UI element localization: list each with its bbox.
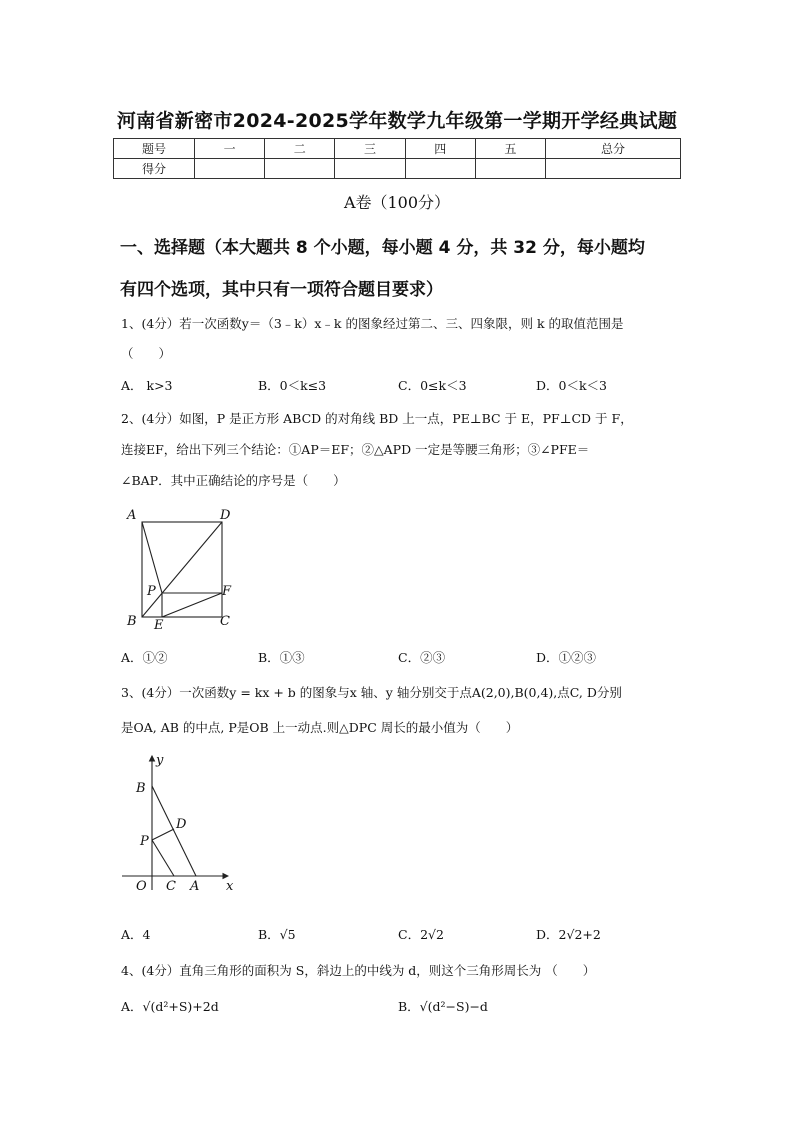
q1-stem-line2: （ ） bbox=[121, 346, 172, 361]
label-b: B bbox=[127, 614, 137, 629]
segment-pc bbox=[152, 840, 174, 876]
exam-title: 河南省新密市2024-2025学年数学九年级第一学期开学经典试题 bbox=[116, 110, 678, 132]
score-blank-cell bbox=[475, 159, 545, 179]
score-cell: 三 bbox=[335, 139, 405, 159]
line-ab bbox=[152, 786, 196, 876]
diagonal-bd bbox=[142, 522, 222, 617]
q1-option-b: B．0＜k≤3 bbox=[258, 378, 327, 393]
q2-stem-line1: 2、(4分）如图，P 是正方形 ABCD 的对角线 BD 上一点，PE⊥BC 于 E，PF⊥CD 于 F， bbox=[121, 411, 633, 426]
label-d: D bbox=[176, 817, 187, 832]
segment-ef bbox=[162, 593, 222, 617]
label-c: C bbox=[166, 879, 176, 894]
score-cell: 一 bbox=[195, 139, 265, 159]
q3-coordinate-figure bbox=[118, 750, 248, 898]
score-cell: 四 bbox=[405, 139, 475, 159]
label-x: x bbox=[226, 879, 234, 894]
label-d: D bbox=[220, 508, 231, 523]
q2-option-b: B．①③ bbox=[258, 650, 305, 665]
label-c: C bbox=[220, 614, 230, 629]
q3-option-c: C．2√2 bbox=[398, 927, 444, 942]
score-cell: 题号 bbox=[114, 139, 195, 159]
q3-option-b: B．√5 bbox=[258, 927, 296, 942]
q4-option-a: A．√(d²+S)+2d bbox=[121, 999, 219, 1014]
q1-option-d: D．0＜k＜3 bbox=[536, 378, 608, 393]
label-e: E bbox=[154, 618, 164, 632]
section-a-heading: A卷（100分） bbox=[343, 193, 451, 212]
label-y: y bbox=[156, 753, 164, 768]
q2-option-a: A．①② bbox=[121, 650, 168, 665]
q2-stem-line3: ∠BAP．其中正确结论的序号是（ ） bbox=[121, 473, 346, 488]
q2-option-d: D．①②③ bbox=[536, 650, 597, 665]
part1-heading-line1: 一、选择题（本大题共 8 个小题，每小题 4 分，共 32 分，每小题均 bbox=[120, 238, 645, 258]
score-blank-cell bbox=[546, 159, 681, 179]
score-cell: 总分 bbox=[546, 139, 681, 159]
score-blank-cell bbox=[195, 159, 265, 179]
q4-option-b: B．√(d²−S)−d bbox=[398, 999, 488, 1014]
label-p: P bbox=[147, 584, 156, 599]
label-a: A bbox=[190, 879, 200, 894]
q1-option-c: C．0≤k＜3 bbox=[398, 378, 467, 393]
segment-pd bbox=[152, 829, 174, 840]
q1-stem-line1: 1、(4分）若一次函数y＝（3﹣k）x﹣k 的图象经过第二、三、四象限，则 k 的取值范围是 bbox=[121, 316, 624, 331]
label-a: A bbox=[127, 508, 137, 523]
q2-option-c: C．②③ bbox=[398, 650, 446, 665]
score-table-header-row bbox=[114, 139, 681, 159]
score-cell: 二 bbox=[265, 139, 335, 159]
score-table-score-row bbox=[114, 159, 681, 179]
score-blank-cell bbox=[265, 159, 335, 179]
label-p: P bbox=[140, 834, 149, 849]
segment-ap bbox=[142, 522, 162, 593]
part1-heading-line2: 有四个选项，其中只有一项符合题目要求） bbox=[120, 280, 443, 300]
q4-stem-line1: 4、(4分）直角三角形的面积为 S，斜边上的中线为 d，则这个三角形周长为 （ ） bbox=[121, 963, 596, 978]
label-f: F bbox=[222, 584, 232, 599]
score-table bbox=[113, 138, 681, 179]
q3-option-d: D．2√2+2 bbox=[536, 927, 601, 942]
score-cell: 五 bbox=[475, 139, 545, 159]
label-o: O bbox=[136, 879, 147, 894]
q2-square-figure bbox=[118, 502, 243, 632]
score-blank-cell bbox=[335, 159, 405, 179]
label-b: B bbox=[136, 781, 146, 796]
score-blank-cell bbox=[405, 159, 475, 179]
q2-stem-line2: 连接EF，给出下列三个结论：①AP＝EF；②△APD 一定是等腰三角形；③∠PFE＝ bbox=[121, 442, 590, 457]
q3-stem-line2: 是OA, AB 的中点, P是OB 上一动点.则△DPC 周长的最小值为（ ） bbox=[121, 720, 519, 735]
q3-stem-line1: 3、(4分）一次函数y = kx + b 的图象与x 轴、y 轴分别交于点A(2,0),B(0,4),点C, D分别 bbox=[121, 685, 622, 700]
score-cell: 得分 bbox=[114, 159, 195, 179]
q1-option-a: A． k>3 bbox=[121, 378, 173, 393]
q3-option-a: A．4 bbox=[121, 927, 151, 942]
